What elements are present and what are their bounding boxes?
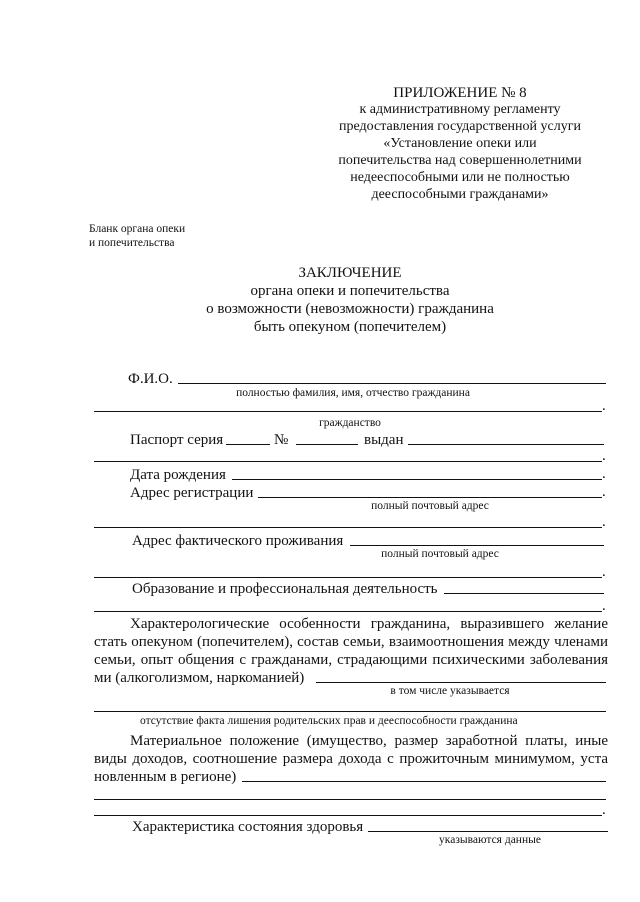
material-text: виды доходов, соотношение размера дохода с прожиточным минимумом, уста <box>94 751 608 767</box>
citizenship-hint: гражданство <box>319 417 381 429</box>
line-period: . <box>602 484 606 500</box>
character-text: семьи, опыт общения с гражданами, страдающими психическими заболевания <box>94 652 608 668</box>
line-period: . <box>602 466 606 482</box>
postal-hint: полный почтовый адрес <box>371 500 489 512</box>
material-field[interactable] <box>242 781 606 782</box>
dob-label: Дата рождения <box>130 467 226 483</box>
dob-field[interactable] <box>232 479 602 480</box>
reg-address-field[interactable] <box>258 497 602 498</box>
material-field-2[interactable] <box>94 799 606 800</box>
character-field-2[interactable] <box>94 711 606 712</box>
appendix-line: к административному регламенту <box>359 102 561 117</box>
document-title: ЗАКЛЮЧЕНИЕ <box>298 265 402 281</box>
material-text: Материальное положение (имущество, размер заработной платы, иные <box>130 733 608 749</box>
material-text: новленным в регионе) <box>94 769 237 785</box>
fio-hint: полностью фамилия, имя, отчество гражданина <box>236 387 470 399</box>
appendix-line: предоставления государственной услуги <box>339 119 581 134</box>
passport-issued-field-2[interactable] <box>94 461 602 462</box>
education-field-2[interactable] <box>94 611 602 612</box>
character-text: Характерологические особенности гражданина, выразившего желание <box>130 616 608 632</box>
citizenship-field[interactable] <box>94 411 602 412</box>
appendix-line: попечительства над совершеннолетними <box>338 153 582 168</box>
line-period: . <box>602 564 606 580</box>
passport-number-field[interactable] <box>296 444 358 445</box>
education-label: Образование и профессиональная деятельность <box>132 581 438 597</box>
blank-line: Бланк органа опеки <box>89 223 186 235</box>
line-period: . <box>602 802 606 818</box>
character-text: ми (алкоголизмом, наркоманией) <box>94 670 305 686</box>
appendix-line: «Установление опеки или <box>383 136 537 151</box>
line-period: . <box>602 398 606 414</box>
health-field[interactable] <box>368 831 608 832</box>
reg-address-label: Адрес регистрации <box>130 485 254 501</box>
appendix-line: недееспособными или не полностью <box>350 170 570 185</box>
postal-hint-2: полный почтовый адрес <box>381 548 499 560</box>
actual-address-label: Адрес фактического проживания <box>132 533 344 549</box>
appendix-line: дееспособными гражданами» <box>371 187 549 202</box>
heading-line: о возможности (невозможности) гражданина <box>206 301 494 317</box>
fio-field[interactable] <box>178 383 606 384</box>
health-label: Характеристика состояния здоровья <box>132 819 364 835</box>
actual-address-field[interactable] <box>350 545 604 546</box>
passport-number-label: № <box>274 432 289 448</box>
heading-line: органа опеки и попечительства <box>250 283 450 299</box>
education-field[interactable] <box>444 593 604 594</box>
passport-series-field[interactable] <box>226 444 270 445</box>
character-field[interactable] <box>316 682 606 683</box>
passport-label: Паспорт серия <box>130 432 224 448</box>
fio-label: Ф.И.О. <box>128 371 173 387</box>
material-field-3[interactable] <box>94 815 602 816</box>
heading-line: быть опекуном (попечителем) <box>253 319 447 335</box>
appendix-title: ПРИЛОЖЕНИЕ № 8 <box>393 85 527 101</box>
including-hint: в том числе указывается <box>390 685 510 697</box>
blank-line: и попечительства <box>89 237 175 249</box>
passport-issued-field[interactable] <box>408 444 604 445</box>
health-hint: указываются данные <box>439 834 541 846</box>
absence-hint: отсутствие факта лишения родительских прав и дееспособности гражданина <box>140 715 518 727</box>
reg-address-field-2[interactable] <box>94 527 602 528</box>
character-text: стать опекуном (попечителем), состав семьи, взаимоотношения между членами <box>94 634 608 650</box>
line-period: . <box>602 598 606 614</box>
line-period: . <box>602 514 606 530</box>
line-period: . <box>602 448 606 464</box>
passport-issued-label: выдан <box>364 432 404 448</box>
actual-address-field-2[interactable] <box>94 577 602 578</box>
